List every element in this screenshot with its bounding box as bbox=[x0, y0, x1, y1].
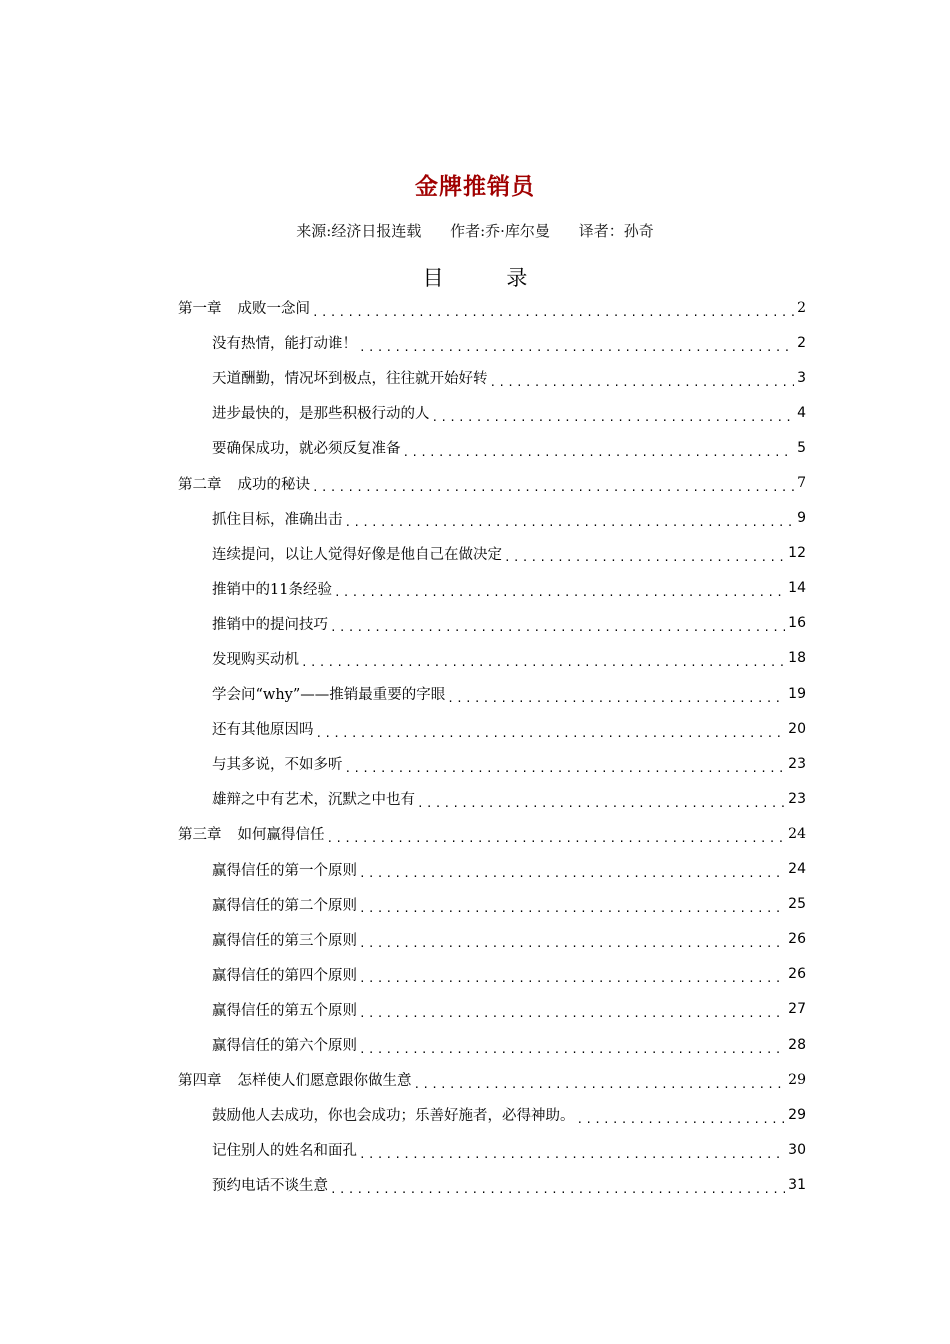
byline-translator: 译者：孙奇 bbox=[578, 222, 654, 240]
chapter-title: 成败一念间 bbox=[237, 301, 310, 318]
toc-entry-label: 要确保成功，就必须反复准备 bbox=[212, 437, 403, 458]
dot-leader bbox=[312, 479, 794, 493]
dot-leader bbox=[345, 760, 786, 774]
toc-entry-label: 预约电话不谈生意 bbox=[212, 1174, 330, 1195]
toc-chapter-entry[interactable] bbox=[178, 816, 806, 851]
dot-leader bbox=[504, 549, 785, 563]
toc-entry-label bbox=[178, 823, 327, 844]
toc-page-number: 26 bbox=[788, 966, 806, 983]
dot-leader bbox=[490, 374, 795, 388]
toc-section-entry[interactable] bbox=[178, 395, 806, 430]
toc-entry-label: 没有热情，能打动谁！ bbox=[212, 332, 359, 353]
toc-page-number: 5 bbox=[797, 439, 806, 456]
toc-section-entry[interactable] bbox=[178, 887, 806, 922]
toc-page-number: 4 bbox=[797, 404, 806, 421]
toc-entry-label: 抓住目标，准确出击 bbox=[212, 508, 345, 529]
toc-entry-label: 雄辩之中有艺术，沉默之中也有 bbox=[212, 788, 417, 809]
dot-leader bbox=[301, 654, 785, 668]
toc-entry-label: 还有其他原因吗 bbox=[212, 718, 316, 739]
toc-page-number: 18 bbox=[788, 650, 806, 667]
toc-entry-label: 推销中的提问技巧 bbox=[212, 613, 330, 634]
toc-entry-label: 赢得信任的第五个原则 bbox=[212, 999, 359, 1020]
toc-page-number: 26 bbox=[788, 931, 806, 948]
toc-page-number: 28 bbox=[788, 1036, 806, 1053]
toc-page-number: 24 bbox=[788, 825, 806, 842]
dot-leader bbox=[334, 584, 785, 598]
toc-page-number: 27 bbox=[788, 1001, 806, 1018]
toc-chapter-entry[interactable] bbox=[178, 290, 806, 325]
toc-page-number: 29 bbox=[788, 1106, 806, 1123]
toc-page-number: 30 bbox=[788, 1141, 806, 1158]
toc-section-entry[interactable] bbox=[178, 1167, 806, 1202]
dot-leader bbox=[414, 1076, 786, 1090]
toc-page-number: 7 bbox=[797, 475, 806, 492]
dot-leader bbox=[327, 830, 786, 844]
toc-entry-label: 推销中的11条经验 bbox=[212, 578, 334, 599]
toc-page-number: 23 bbox=[788, 755, 806, 772]
toc-section-entry[interactable] bbox=[178, 676, 806, 711]
toc-entry-label: 进步最快的，是那些积极行动的人 bbox=[212, 402, 432, 423]
dot-leader bbox=[359, 1146, 785, 1160]
toc-entry-label: 与其多说，不如多听 bbox=[212, 753, 345, 774]
toc-section-entry[interactable] bbox=[178, 536, 806, 571]
dot-leader bbox=[359, 339, 794, 353]
toc-section-entry[interactable] bbox=[178, 992, 806, 1027]
toc-section-entry[interactable] bbox=[178, 501, 806, 536]
toc-page-number: 16 bbox=[788, 615, 806, 632]
toc-page-number: 9 bbox=[797, 510, 806, 527]
toc-section-entry[interactable] bbox=[178, 325, 806, 360]
dot-leader bbox=[345, 514, 795, 528]
dot-leader bbox=[330, 619, 785, 633]
toc-section-entry[interactable] bbox=[178, 571, 806, 606]
toc-entry-label: 赢得信任的第六个原则 bbox=[212, 1034, 359, 1055]
toc-page-number: 14 bbox=[788, 580, 806, 597]
byline-author: 作者:乔·库尔曼 bbox=[450, 222, 550, 240]
toc-entry-label: 学会问“why”——推销最重要的字眼 bbox=[212, 683, 447, 704]
toc-entry-label bbox=[178, 297, 312, 318]
toc-entry-label: 赢得信任的第二个原则 bbox=[212, 894, 359, 915]
dot-leader bbox=[359, 900, 785, 914]
byline-source: 来源:经济日报连载 bbox=[296, 222, 422, 240]
dot-leader bbox=[316, 725, 786, 739]
toc-entry-label: 赢得信任的第一个原则 bbox=[212, 859, 359, 880]
chapter-title: 如何赢得信任 bbox=[237, 827, 325, 844]
toc-chapter-entry[interactable] bbox=[178, 1062, 806, 1097]
dot-leader bbox=[312, 304, 794, 318]
toc-section-entry[interactable] bbox=[178, 922, 806, 957]
toc-page-number: 19 bbox=[788, 685, 806, 702]
toc-page-number: 25 bbox=[788, 896, 806, 913]
toc-entry-label: 赢得信任的第四个原则 bbox=[212, 964, 359, 985]
toc-section-entry[interactable] bbox=[178, 641, 806, 676]
dot-leader bbox=[359, 970, 785, 984]
toc-entry-label: 赢得信任的第三个原则 bbox=[212, 929, 359, 950]
toc-section-entry[interactable] bbox=[178, 1027, 806, 1062]
toc-entry-label bbox=[178, 1069, 414, 1090]
dot-leader bbox=[359, 865, 785, 879]
dot-leader bbox=[577, 1111, 786, 1125]
toc-page-number: 29 bbox=[788, 1071, 806, 1088]
toc-page-number: 3 bbox=[797, 369, 806, 386]
dot-leader bbox=[403, 444, 795, 458]
document-title: 金牌推销员 bbox=[415, 174, 535, 200]
chapter-number: 第三章 bbox=[178, 827, 222, 844]
toc-entry-label bbox=[178, 473, 312, 494]
table-of-contents bbox=[178, 290, 806, 1202]
toc-heading: 目 录 bbox=[422, 266, 556, 290]
toc-entry-label: 记住别人的姓名和面孔 bbox=[212, 1139, 359, 1160]
byline bbox=[0, 220, 950, 241]
toc-section-entry[interactable] bbox=[178, 957, 806, 992]
toc-page-number: 2 bbox=[797, 334, 806, 351]
dot-leader bbox=[447, 690, 785, 704]
toc-section-entry[interactable] bbox=[178, 606, 806, 641]
toc-section-entry[interactable] bbox=[178, 781, 806, 816]
toc-section-entry[interactable] bbox=[178, 852, 806, 887]
chapter-number: 第一章 bbox=[178, 301, 222, 318]
toc-page-number: 23 bbox=[788, 790, 806, 807]
toc-section-entry[interactable] bbox=[178, 1132, 806, 1167]
toc-section-entry[interactable] bbox=[178, 430, 806, 465]
toc-entry-label: 发现购买动机 bbox=[212, 648, 301, 669]
toc-page-number: 31 bbox=[788, 1176, 806, 1193]
toc-entry-label: 鼓励他人去成功，你也会成功；乐善好施者，必得神助。 bbox=[212, 1104, 577, 1125]
toc-page-number: 12 bbox=[788, 545, 806, 562]
dot-leader bbox=[359, 1041, 785, 1055]
dot-leader bbox=[359, 935, 785, 949]
chapter-number: 第四章 bbox=[178, 1073, 222, 1090]
toc-section-entry[interactable] bbox=[178, 360, 806, 395]
toc-page-number: 20 bbox=[788, 720, 806, 737]
chapter-title: 怎样使人们愿意跟你做生意 bbox=[237, 1073, 412, 1090]
toc-entry-label: 连续提问，以让人觉得好像是他自己在做决定 bbox=[212, 543, 504, 564]
toc-page-number: 2 bbox=[797, 299, 806, 316]
toc-chapter-entry[interactable] bbox=[178, 465, 806, 500]
chapter-title: 成功的秘诀 bbox=[237, 476, 310, 493]
toc-page-number: 24 bbox=[788, 861, 806, 878]
toc-section-entry[interactable] bbox=[178, 746, 806, 781]
dot-leader bbox=[359, 1005, 785, 1019]
chapter-number: 第二章 bbox=[178, 476, 222, 493]
toc-entry-label: 天道酬勤，情况坏到极点，往往就开始好转 bbox=[212, 367, 490, 388]
dot-leader bbox=[432, 409, 795, 423]
toc-section-entry[interactable] bbox=[178, 711, 806, 746]
toc-section-entry[interactable] bbox=[178, 1097, 806, 1132]
dot-leader bbox=[330, 1181, 785, 1195]
dot-leader bbox=[417, 795, 785, 809]
